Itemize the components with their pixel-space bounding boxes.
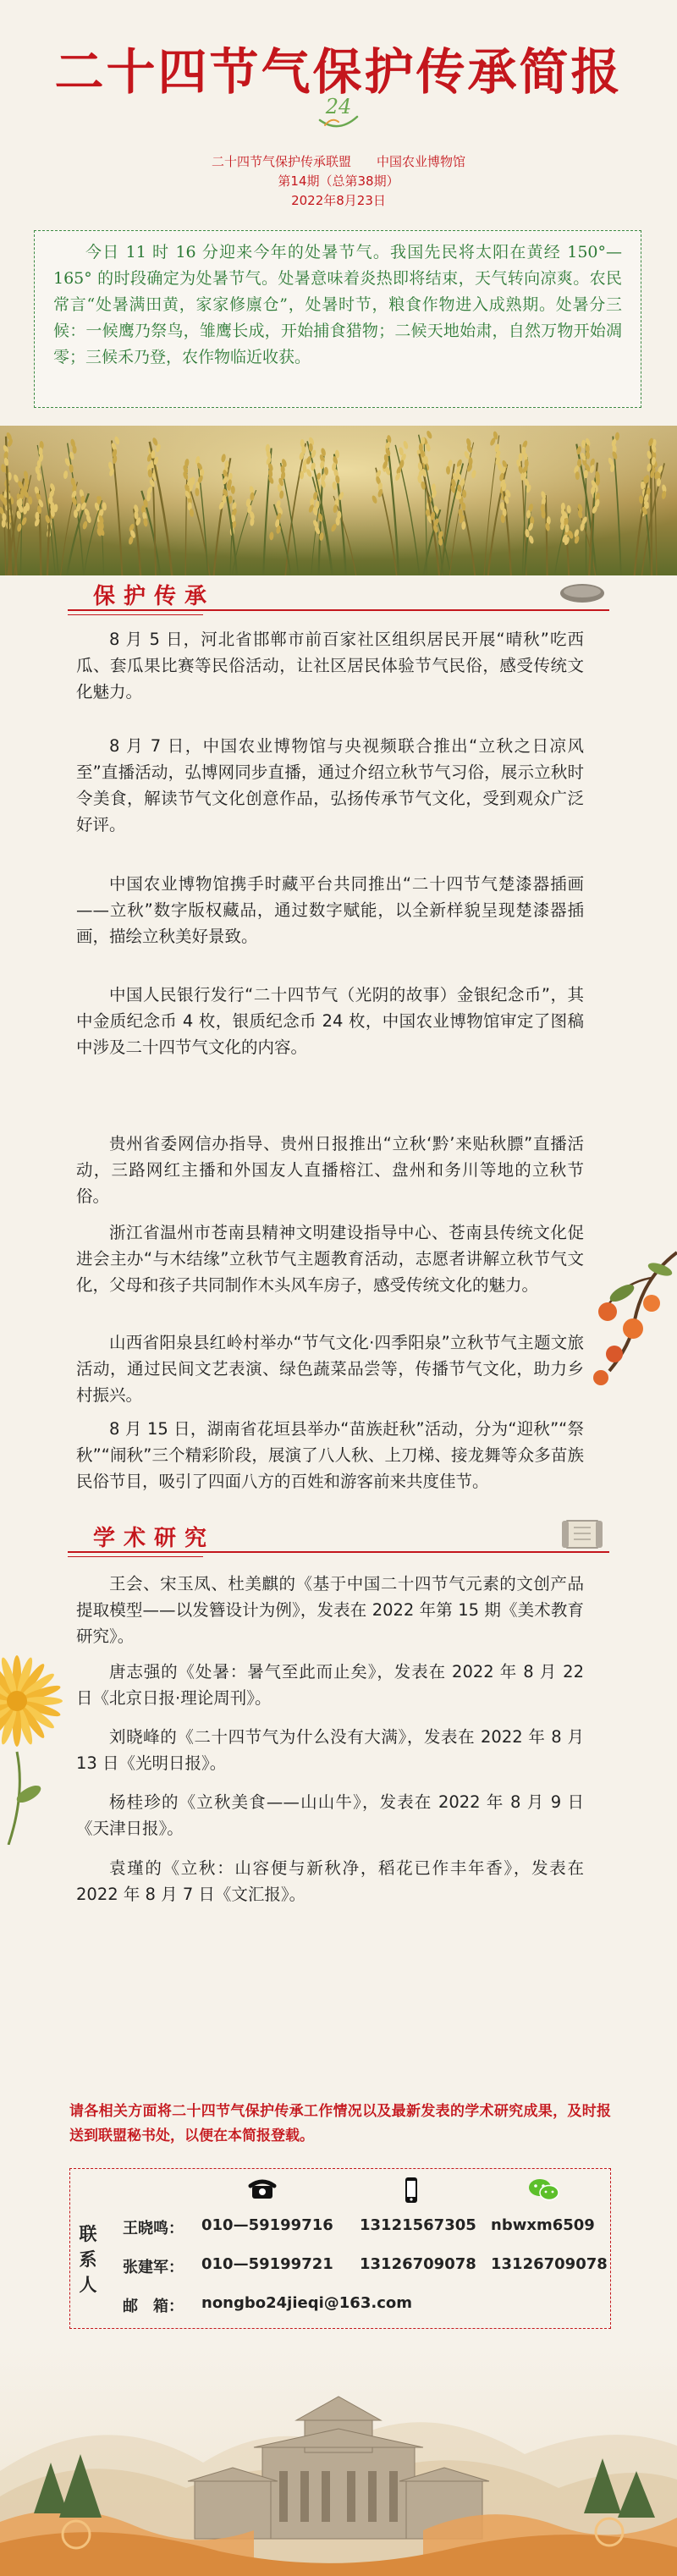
protection-item: 贵州省委网信办指导、贵州日报推出“立秋‘黔’来贴秋膘”直播活动，三路网红主播和外国友人直播榕江、盘州和务川等地的立秋节俗。 — [76, 1134, 584, 1206]
issue-date: 2022年8月23日 — [291, 193, 386, 208]
phone-icon — [248, 2176, 277, 2204]
contact-email-row — [70, 2286, 610, 2323]
contact-label: 联系人 — [79, 2224, 97, 2295]
protection-item: 8 月 5 日，河北省邯郸市前百家社区组织居民开展“晴秋”吃西瓜、套瓜果比赛等民俗活动，让社区居民体验节气民俗，感受传统文化魅力。 — [76, 630, 584, 702]
stone-disc-icon — [559, 581, 606, 606]
contact-row — [70, 2208, 610, 2245]
research-item: 杨桂珍的《立秋美食——山山牛》，发表在 2022 年 8 月 9 日《天津日报》。 — [76, 1792, 584, 1838]
chrysanthemum-icon — [0, 1625, 68, 1845]
research-item: 王会、宋玉凤、杜美麒的《基于中国二十四节气元素的文创产品提取模型——以发簪设计为例》，发表在 2022 年第 15 期《美术教育研究》。 — [76, 1574, 584, 1646]
section-header-protection — [68, 575, 609, 618]
wechat-icon — [527, 2176, 561, 2204]
research-item: 袁瑾的《立秋：山容便与新秋净，稻花已作丰年香》，发表在 2022 年 8 月 7 日《文汇报》。 — [76, 1858, 584, 1904]
contact-name: 王晓鸣： — [123, 2220, 184, 2237]
research-item: 唐志强的《处暑：暑气至此而止矣》，发表在 2022 年 8 月 22 日《北京日报·理论周刊》。 — [76, 1662, 584, 1708]
rice-field-image — [0, 426, 677, 575]
contact-email[interactable]: nongbo24jieqi@163.com — [201, 2294, 412, 2312]
intro-text: 今日 11 时 16 分迎来今年的处暑节气。我国先民将太阳在黄经 150°—165° 的时段确定为处暑节气。处暑意味着炎热即将结束，天气转向凉爽。农民常言“处暑满田黄，家家修廪仓”，处暑时节，粮食作物进入成熟期。处暑分三候：一候鹰乃祭鸟，雏鹰长成，开始捕食猎物；二候天地始肃，自然万物开始凋零；三候禾乃登，农作物临近收获。 — [53, 243, 622, 366]
logo-24-icon — [313, 91, 364, 134]
publishers: 二十四节气保护传承联盟 中国农业博物馆 — [211, 154, 465, 169]
contact-name: 张建军： — [123, 2259, 184, 2276]
section-title: 学术研究 — [93, 1526, 216, 1551]
contact-table — [69, 2168, 611, 2329]
protection-item: 8 月 7 日，中国农业博物馆与央视频联合推出“立秋之日凉风至”直播活动，弘博网同步直播，通过介绍立秋节气习俗，展示立秋时令美食，解读节气文化创意作品，弘扬传承节气文化，受到观众广泛好评。 — [76, 736, 584, 834]
research-item: 刘晓峰的《二十四节气为什么没有大满》，发表在 2022 年 8 月 13 日《光明日报》。 — [76, 1727, 584, 1773]
museum-landscape-image — [0, 2344, 677, 2576]
contact-phone: 010—59199716 — [201, 2216, 333, 2234]
scroll-book-icon — [559, 1517, 606, 1551]
contact-wechat: 13126709078 — [491, 2255, 608, 2273]
protection-item: 8 月 15 日，湖南省花垣县举办“苗族赶秋”活动，分为“迎秋”“祭秋”“闹秋”三个精彩阶段，展演了八人秋、上刀梯、接龙舞等众多苗族民俗节目，吸引了四面八方的百姓和游客前来共度佳节。 — [76, 1419, 584, 1491]
logo-number: 24 — [325, 95, 352, 118]
protection-item: 山西省阳泉县红岭村举办“节气文化·四季阳泉”立秋节气主题文旅活动，通过民间文艺表演、绿色蔬菜品尝等，传播节气文化，助力乡村振兴。 — [76, 1333, 584, 1405]
submission-notice: 请各相关方面将二十四节气保护传承工作情况以及最新发表的学术研究成果，及时报送到联盟秘书处，以便在本简报登载。 — [69, 2103, 611, 2144]
protection-item: 中国农业博物馆携手时藏平台共同推出“二十四节气楚漆器插画——立秋”数字版权藏品，通过数字赋能，以全新样貌呈现楚漆器插画，描绘立秋美好景致。 — [76, 874, 584, 946]
section-title: 保护传承 — [93, 584, 216, 609]
contact-mobile: 13121567305 — [360, 2216, 476, 2234]
protection-item: 浙江省温州市苍南县精神文明建设指导中心、苍南县传统文化促进会主办“与木结缘”立秋节气主题教育活动，志愿者讲解立秋节气文化，父母和孩子共同制作木头风车房子，感受传统文化的魅力。 — [76, 1223, 584, 1295]
intro-box — [34, 230, 641, 408]
email-label: 邮 箱： — [123, 2298, 184, 2315]
contact-wechat: nbwxm6509 — [491, 2216, 595, 2234]
mobile-icon — [397, 2176, 426, 2204]
section-header-research — [68, 1517, 609, 1560]
page-title: 二十四节气保护传承简报 — [54, 43, 623, 101]
persimmon-branch-icon — [584, 1244, 677, 1388]
contact-row — [70, 2247, 610, 2284]
contact-mobile: 13126709078 — [360, 2255, 476, 2273]
issue-number: 第14期（总第38期） — [278, 173, 399, 189]
protection-item: 中国人民银行发行“二十四节气（光阴的故事）金银纪念币”，其中金质纪念币 4 枚，银质纪念币 24 枚，中国农业博物馆审定了图稿中涉及二十四节气文化的内容。 — [76, 985, 584, 1057]
contact-phone: 010—59199721 — [201, 2255, 333, 2273]
contact-icons-row — [70, 2169, 610, 2206]
